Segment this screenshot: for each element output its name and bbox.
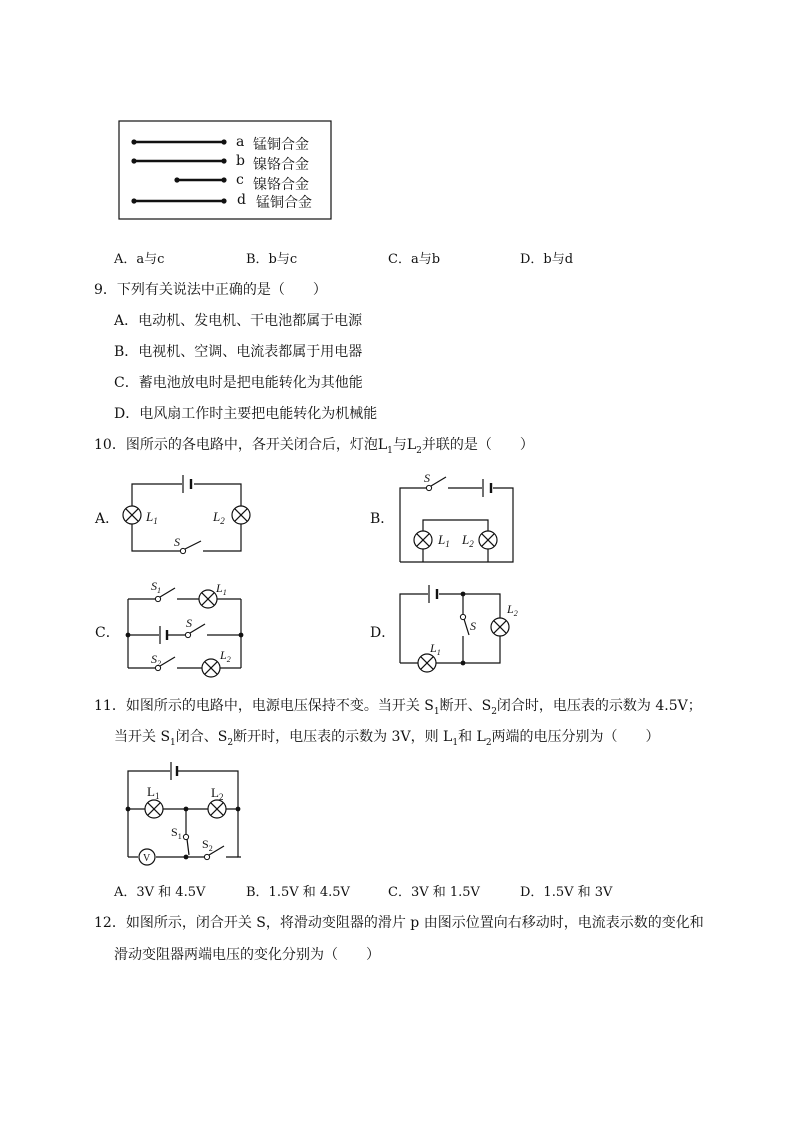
q9-stem: 9．下列有关说法中正确的是（ ）: [94, 282, 327, 298]
svg-text:S1: $S_1$: [151, 579, 161, 595]
a-s-label: S: [174, 535, 180, 549]
wire-b-letter: b: [236, 153, 245, 169]
a-l2-label: $L_2$: [213, 509, 225, 526]
svg-text:L2: $L_2$: [462, 532, 474, 549]
q10-label-d[interactable]: D．: [370, 625, 396, 641]
q12-stem-line2: 滑动变阻器两端电压的变化分别为（ ）: [114, 947, 380, 963]
q9-option-b[interactable]: B．电视机、空调、电流表都属于用电器: [114, 344, 363, 360]
q11-option-b[interactable]: B．1.5V 和 4.5V: [246, 885, 350, 900]
q9-option-c[interactable]: C．蓄电池放电时是把电能转化为其他能: [114, 375, 363, 391]
svg-text:L1: $L_1$: [438, 532, 450, 549]
q11-option-c[interactable]: C．3V 和 1.5V: [388, 885, 480, 900]
q9-option-a[interactable]: A．电动机、发电机、干电池都属于电源: [114, 313, 363, 329]
q8-option-b[interactable]: B．b与c: [246, 252, 298, 267]
wire-d-letter: d: [237, 192, 246, 208]
svg-text:S2: $S_2$: [202, 837, 213, 853]
wire-a-material: 锰铜合金: [253, 137, 309, 153]
q11-option-d[interactable]: D．1.5V 和 3V: [520, 885, 613, 900]
q10-label-c[interactable]: C．: [95, 625, 120, 641]
q9-option-d[interactable]: D．电风扇工作时主要把电能转化为机械能: [114, 406, 378, 422]
svg-text:S: S: [424, 471, 430, 485]
wire-c-material: 镍铬合金: [253, 177, 309, 193]
a-l1-label: $L_1$: [146, 509, 158, 526]
q10-label-a[interactable]: A．: [95, 511, 120, 527]
svg-text:L2: $L_2$: [211, 785, 224, 802]
svg-text:L1: $L_1$: [147, 784, 160, 801]
svg-text:S2: $S_2$: [151, 652, 161, 668]
q8-option-c[interactable]: C．a与b: [388, 252, 441, 267]
svg-text:S: S: [470, 619, 476, 633]
q10-label-b[interactable]: B．: [370, 511, 395, 527]
wire-c-letter: c: [236, 172, 244, 188]
q11-option-a[interactable]: A．3V 和 4.5V: [114, 885, 206, 900]
wire-d-material: 锰铜合金: [256, 195, 312, 211]
svg-text:V: V: [143, 853, 151, 864]
q12-stem-line1: 12．如图所示，闭合开关 S，将滑动变阻器的滑片 p 由图示位置向右移动时，电流表示数的变化和: [94, 915, 704, 931]
q11-stem-line1: 11．如图所示的电路中，电源电压保持不变。当开关 $S_1$断开、$S_2$闭合时，电压表的示数为 4.5V；: [94, 698, 702, 717]
wire-b-material: 镍铬合金: [253, 157, 309, 173]
svg-text:S1: $S_1$: [171, 825, 182, 841]
svg-text:L2: $L_2$: [220, 648, 231, 664]
q8-option-a[interactable]: A．a与c: [114, 252, 165, 267]
q11-stem-line2: 当开关 $S_1$闭合、$S_2$断开时，电压表的示数为 3V，则 $L_1$和 $L_2$两端的电压分别为（ ）: [114, 729, 660, 748]
svg-text:L1: $L_1$: [430, 641, 441, 657]
q10-stem: 10．图所示的各电路中，各开关闭合后，灯泡$L_1$与$L_2$并联的是（ ）: [94, 437, 534, 456]
svg-text:S: S: [186, 616, 192, 630]
svg-text:L1: $L_1$: [216, 581, 227, 597]
wire-a-letter: a: [236, 134, 245, 150]
q8-option-d[interactable]: D．b与d: [520, 252, 574, 267]
svg-text:L2: $L_2$: [507, 602, 518, 618]
